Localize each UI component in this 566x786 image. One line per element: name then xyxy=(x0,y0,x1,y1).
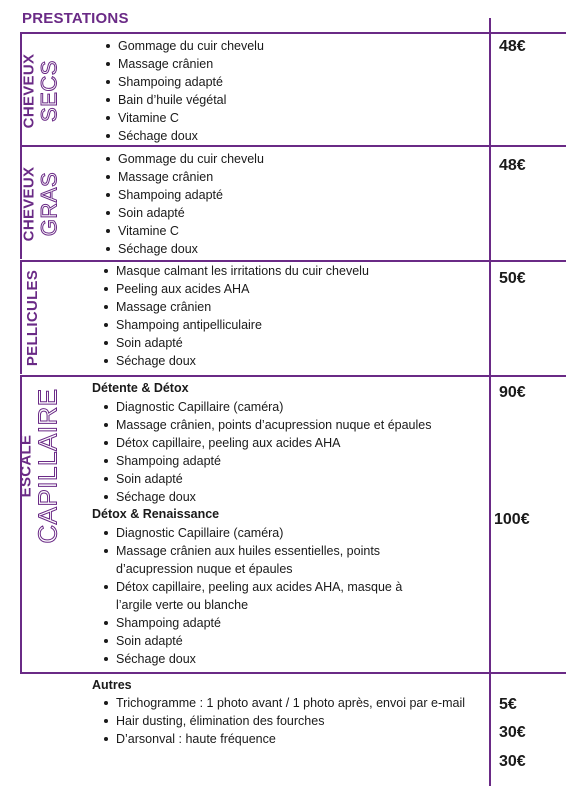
list-item: Shampoing antipelliculaire xyxy=(102,316,369,334)
divider xyxy=(20,672,566,674)
subsection-title-detox-renaissance: Détox & Renaissance xyxy=(92,507,220,521)
list-item: Soin adapté xyxy=(104,204,264,222)
list-item: Shampoing adapté xyxy=(104,73,264,91)
section-accent-bar xyxy=(20,262,22,374)
divider xyxy=(20,375,566,377)
list-item: D’arsonval : haute fréquence xyxy=(102,730,480,748)
list-item: Peeling aux acides AHA xyxy=(102,280,369,298)
service-list-detente-detox xyxy=(102,398,432,506)
price-trichogramme: 5€ xyxy=(499,696,517,713)
list-item: Massage crânien aux huiles essentielles, points d’acupression nuque et épaules xyxy=(102,542,432,578)
price-detente-detox: 90€ xyxy=(499,384,526,401)
list-item: Massage crânien xyxy=(104,168,264,186)
price-hair-dusting: 30€ xyxy=(499,724,526,741)
list-item: Massage crânien, points d’acupression nuque et épaules xyxy=(102,416,432,434)
price-darsonval: 30€ xyxy=(499,753,526,770)
list-item: Massage crânien xyxy=(104,55,264,73)
price-cheveux-secs: 48€ xyxy=(499,38,526,55)
list-item: Shampoing adapté xyxy=(102,614,432,632)
list-item: Masque calmant les irritations du cuir chevelu xyxy=(102,262,369,280)
list-item: Séchage doux xyxy=(102,488,432,506)
column-divider xyxy=(489,18,491,786)
price-detox-renaissance: 100€ xyxy=(494,511,530,528)
service-list-pellicules xyxy=(102,262,369,370)
divider-top xyxy=(20,32,566,34)
section-label-top: CHEVEUX xyxy=(20,166,38,242)
list-item: Trichogramme : 1 photo avant / 1 photo après, envoi par e-mail xyxy=(102,694,480,712)
list-item: Séchage doux xyxy=(104,127,264,145)
section-label-top: CHEVEUX xyxy=(20,53,38,129)
service-list-cheveux-secs xyxy=(104,37,264,145)
service-list-detox-renaissance xyxy=(102,524,432,668)
service-list-cheveux-gras xyxy=(104,150,264,258)
list-item: Shampoing adapté xyxy=(102,452,432,470)
section-label-top: PELLICULES xyxy=(24,269,42,367)
price-pellicules: 50€ xyxy=(499,270,526,287)
list-item: Massage crânien xyxy=(102,298,369,316)
list-item: Détox capillaire, peeling aux acides AHA xyxy=(102,434,432,452)
list-item: Séchage doux xyxy=(102,650,432,668)
page-title: PRESTATIONS xyxy=(22,10,129,27)
divider xyxy=(20,145,566,147)
list-item: Détox capillaire, peeling aux acides AHA, masque à l’argile verte ou blanche xyxy=(102,578,432,614)
list-item: Gommage du cuir chevelu xyxy=(104,150,264,168)
subsection-title-autres: Autres xyxy=(92,678,132,692)
service-list-autres xyxy=(102,694,480,748)
subsection-title-detente-detox: Détente & Détox xyxy=(92,381,189,395)
section-label-top: ESCALE xyxy=(17,434,35,498)
list-item: Soin adapté xyxy=(102,632,432,650)
list-item: Séchage doux xyxy=(104,240,264,258)
list-item: Shampoing adapté xyxy=(104,186,264,204)
list-item: Soin adapté xyxy=(102,470,432,488)
list-item: Gommage du cuir chevelu xyxy=(104,37,264,55)
section-label-bottom: GRAS xyxy=(36,171,62,237)
list-item: Bain d’huile végétal xyxy=(104,91,264,109)
list-item: Séchage doux xyxy=(102,352,369,370)
list-item: Diagnostic Capillaire (caméra) xyxy=(102,398,432,416)
section-label-bottom: SECS xyxy=(36,60,62,122)
list-item: Hair dusting, élimination des fourches xyxy=(102,712,480,730)
price-cheveux-gras: 48€ xyxy=(499,157,526,174)
list-item: Vitamine C xyxy=(104,222,264,240)
list-item: Soin adapté xyxy=(102,334,369,352)
section-label-bottom: CAPILLAIRE xyxy=(32,388,63,544)
list-item: Diagnostic Capillaire (caméra) xyxy=(102,524,432,542)
list-item: Vitamine C xyxy=(104,109,264,127)
